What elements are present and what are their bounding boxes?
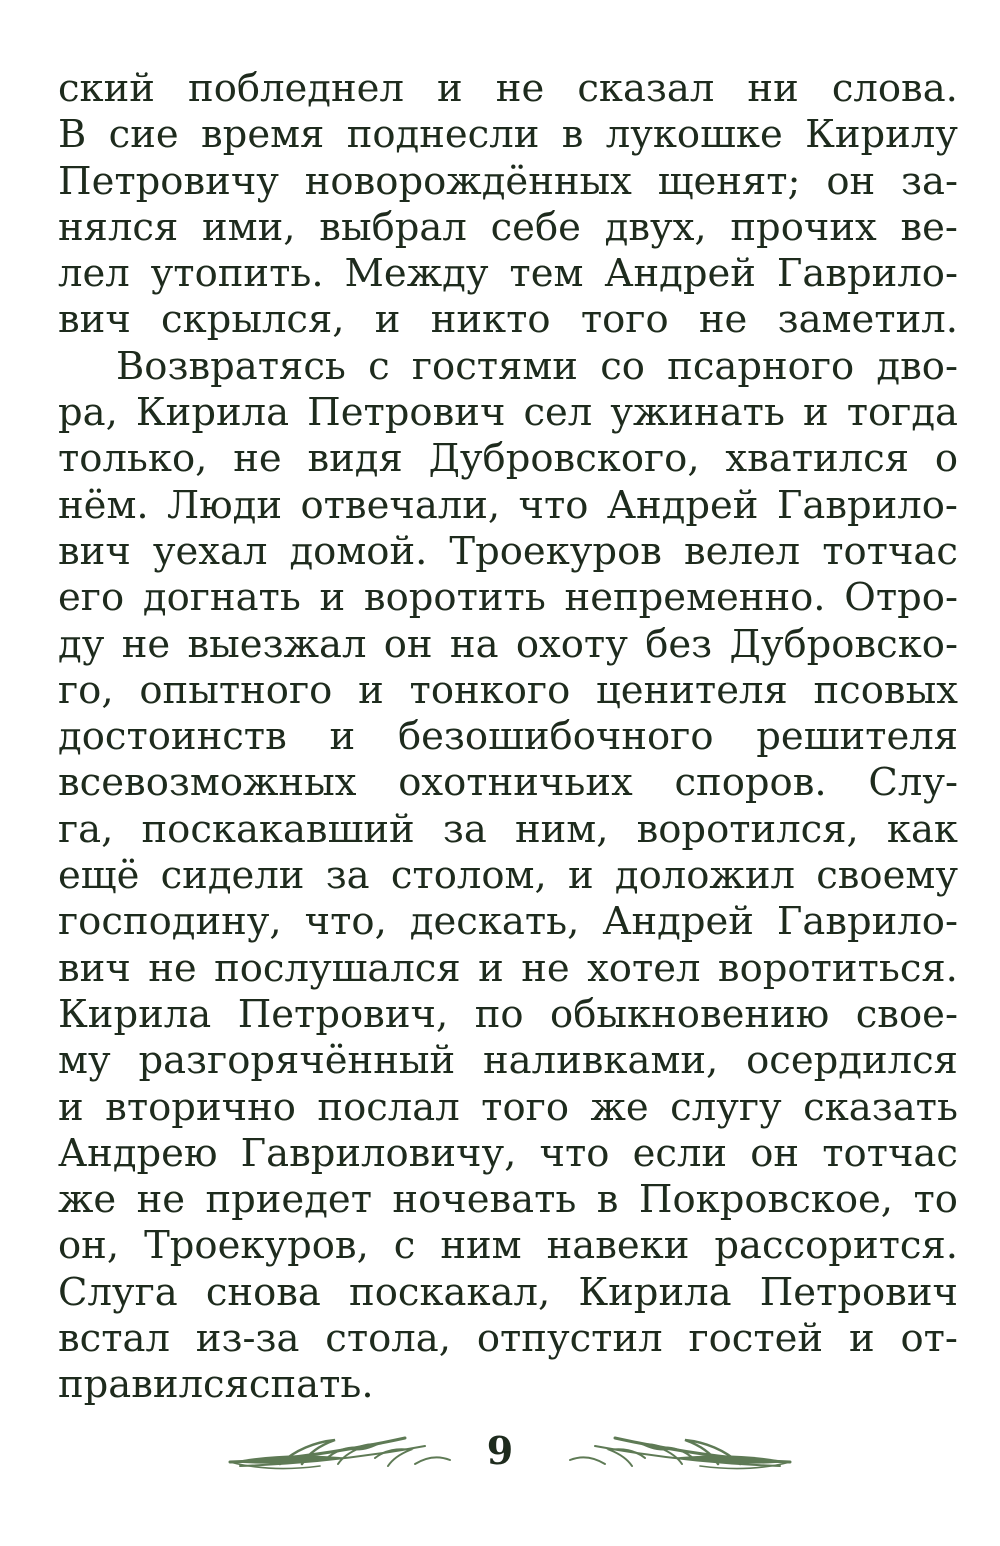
word: дескать, [409,899,580,945]
text-line [58,436,958,482]
word: и [58,1084,84,1130]
word: же [590,1084,649,1130]
word: Люди [167,482,283,528]
word: он [750,1130,800,1176]
text-line [58,1316,958,1362]
word: видя [307,436,403,482]
word: и [319,575,346,621]
text-line [58,66,958,112]
text-line [58,344,958,390]
word: и [358,667,384,713]
word: в [596,1177,619,1223]
word: и [437,66,463,111]
word: прочих [730,204,877,250]
word: с [368,343,390,389]
word: воротился, [636,806,859,852]
word: достоинств [58,714,287,760]
word: хватился [725,436,910,482]
word: Петрович, [237,991,449,1037]
word: псарного [667,343,855,389]
word: приедет [205,1177,373,1223]
word: нём. [58,482,149,528]
word: хотел [587,945,701,991]
word: решителя [756,714,958,760]
word: себе [490,204,581,250]
word: как [886,806,958,852]
word: Троекуров [449,528,662,574]
word: поскакал, [349,1269,551,1315]
word: Слуга [58,1269,178,1315]
word: скрылся, [161,297,345,343]
word: му [58,1038,111,1084]
word: ужинать [610,390,785,436]
word: Петрович [307,390,506,436]
word: не [698,297,748,343]
word: он [383,621,433,667]
text-line [58,1131,958,1177]
word: слова. [831,66,958,111]
body-text [58,66,958,1409]
text-line [58,1177,958,1223]
word: навеки [546,1223,690,1269]
word: снова [205,1269,321,1315]
word: Гавриловичу, [240,1130,517,1176]
word: ими, [202,204,296,250]
word: дво- [876,343,958,389]
word: лукошке [605,112,783,158]
word: своему [816,853,958,899]
word: утопить. [150,251,324,297]
word: В [58,112,87,158]
text-line [58,529,958,575]
word: отпустил [476,1316,663,1362]
word: столом, [390,853,547,899]
word: осердился [746,1038,958,1084]
word: Отро- [844,575,958,621]
word: же [58,1177,117,1223]
word: гостями [411,343,578,389]
word: заметил. [777,297,958,343]
word: что [539,1130,610,1176]
word: за [442,806,487,852]
word: безошибочного [397,714,714,760]
word: охотничьих [398,760,633,806]
word: ни [747,66,799,111]
word: Слу- [868,760,958,806]
word: велел [683,528,801,574]
word: Андрей [606,482,759,528]
word: он, [58,1223,120,1269]
text-line [58,112,958,158]
word: никто [430,297,551,343]
word: вич [58,945,131,991]
word: ду [58,621,105,667]
word: всевозможных [58,760,357,806]
word: Петрович [759,1269,958,1315]
word: слугу [670,1084,782,1130]
word: Андрей [602,899,754,945]
word: не [136,1177,186,1223]
word: тем [509,251,584,297]
word: споров. [674,760,827,806]
left-ornament-icon [200,1420,500,1490]
word: его [58,575,125,621]
word: выбрал [319,204,467,250]
word: Между [344,251,489,297]
text-line [58,159,958,205]
word: ним [440,1223,522,1269]
text-line [58,992,958,1038]
text-line [58,760,958,806]
word: послал [317,1084,460,1130]
word: ценителя [596,667,788,713]
text-line [58,1362,958,1408]
right-ornament-icon [520,1420,820,1490]
word: охоту [515,621,628,667]
word: рассорится. [714,1223,958,1269]
word: того [481,1084,569,1130]
word: тонкого [409,667,571,713]
text-line [58,575,958,621]
word: Возвратясь [116,343,346,389]
text-line [58,899,958,945]
page-footer [0,1420,1000,1490]
word: и [478,945,504,991]
word: Кирила [578,1269,732,1315]
word: домой. [289,528,428,574]
word: что [518,482,589,528]
text-line [58,853,958,899]
text-line [58,1085,958,1131]
word: ве- [900,204,958,250]
word: Андрей [604,251,756,297]
word: сидели [160,853,305,899]
word: только, [58,436,208,482]
word: непременно. [564,575,826,621]
text-line [58,297,958,343]
word: вич [58,528,131,574]
word: Кирила [58,991,212,1037]
text-line [58,483,958,529]
word: га, [58,806,114,852]
word: псовых [813,667,958,713]
word: за- [901,158,958,204]
word: и [374,297,401,343]
text-line [58,807,958,853]
word: сел [523,390,593,436]
word: гостей [688,1316,824,1362]
word: и [329,714,356,760]
page-number: 9 [486,1428,514,1473]
word: если [632,1130,728,1176]
word: ра, [58,390,118,436]
word: тотчас [822,1130,958,1176]
word: того [580,297,669,343]
word: тогда [846,390,958,436]
word: уехал [152,528,268,574]
word: стола, [325,1316,451,1362]
word: Кирила [135,390,290,436]
word: воротиться. [717,945,958,991]
word: Покровское, [638,1177,894,1223]
word: со [600,343,645,389]
word: воротить [363,575,546,621]
word: тотчас [822,528,958,574]
word: Андрею [58,1130,218,1176]
word: сие [108,112,179,158]
word: свое- [855,991,958,1037]
word: Кирилу [805,112,958,158]
word: за [325,853,370,899]
text-line [58,205,958,251]
word: выезжал [187,621,367,667]
word: то [913,1177,958,1223]
word: догнать [142,575,301,621]
word: разгорячённый [138,1038,456,1084]
word: ский [58,66,155,111]
word: сказал [577,66,715,111]
word: лел [58,251,130,297]
word: на [449,621,499,667]
text-line [58,622,958,668]
word: ещё [58,853,140,899]
word: встал [58,1316,170,1362]
word: отвечали, [300,482,501,528]
word: нялся [58,204,179,250]
text-line [58,251,958,297]
word: и [848,1316,875,1362]
word: не [233,436,282,482]
word: и [567,853,594,899]
word: не [148,945,197,991]
word: не [121,621,171,667]
word: вторично [105,1084,296,1130]
word: время [201,112,325,158]
word: он [826,158,876,204]
word: новорождённых [304,158,632,204]
text-line [58,390,958,436]
text-line [58,668,958,714]
word: побледнел [188,66,404,111]
word: доложил [614,853,795,899]
word: Дубровско- [729,621,958,667]
word: Гаврило- [776,251,958,297]
text-line [58,714,958,760]
word: и [802,390,829,436]
word: Дубровского, [428,436,700,482]
word: что, [304,899,387,945]
word: не [495,66,545,111]
word: сказать [803,1084,958,1130]
text-line [58,1270,958,1316]
word: Троекуров, [144,1223,369,1269]
word: не [521,945,570,991]
word: от- [900,1316,958,1362]
word: Гаврило- [776,482,958,528]
word: опытного [139,667,333,713]
word: Петровичу [58,158,279,204]
word: ним, [514,806,609,852]
word: с [393,1223,416,1269]
word: ночевать [392,1177,577,1223]
text-line [58,1223,958,1269]
word: послушался [214,945,461,991]
word: Гаврило- [776,899,958,945]
word: в [561,112,584,158]
word: по [474,991,524,1037]
word: господину, [58,899,282,945]
word: без [645,621,713,667]
word: правился [58,1362,249,1408]
word: о [934,436,958,482]
word: наливками, [483,1038,719,1084]
word: двух, [604,204,707,250]
word: го, [58,667,114,713]
word: обыкновению [550,991,830,1037]
word: из-за [195,1316,300,1362]
text-line [58,1038,958,1084]
word: поднесли [346,112,540,158]
word: спать. [248,1362,374,1408]
text-line [58,946,958,992]
word: вич [58,297,131,343]
word: поскакавший [141,806,415,852]
word: щенят; [657,158,801,204]
